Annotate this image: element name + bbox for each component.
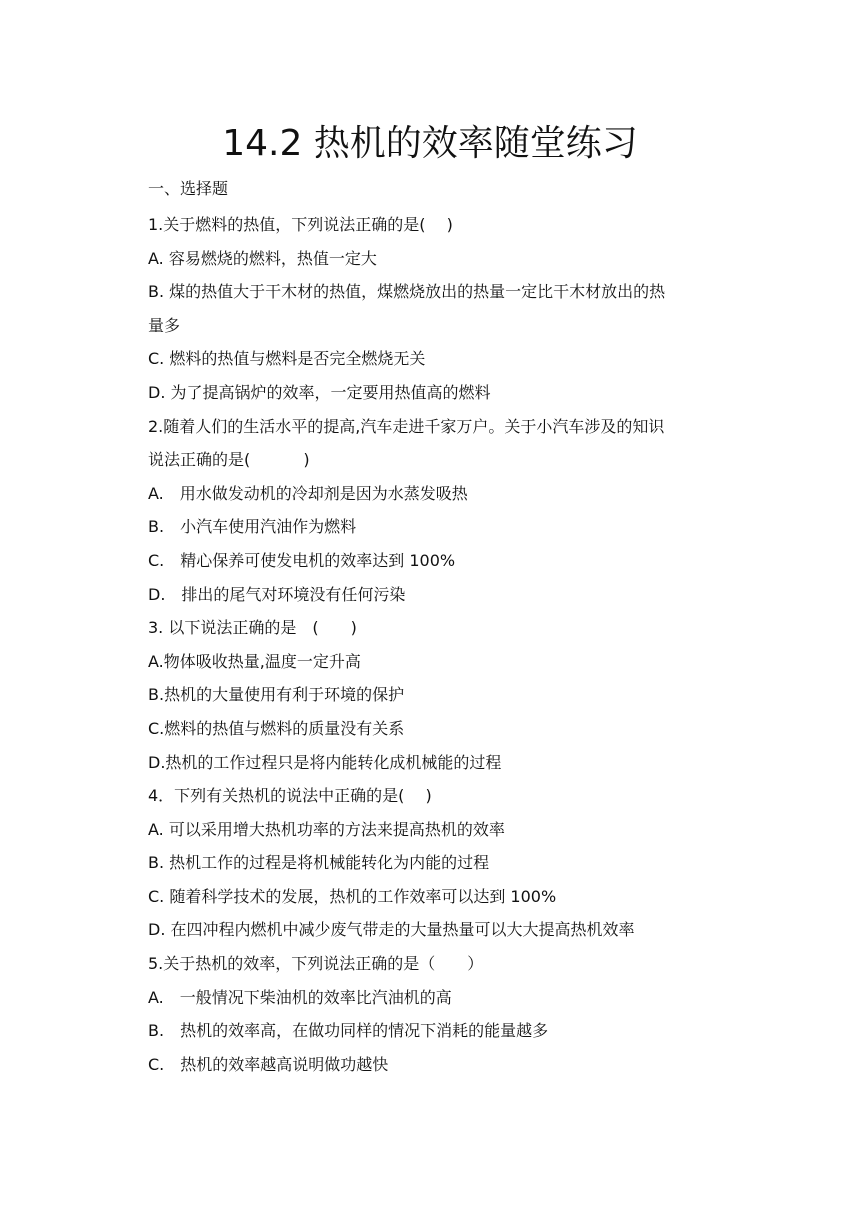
text-line: B. 热机的效率高，在做功同样的情况下消耗的能量越多 xyxy=(148,1021,549,1041)
text-line: C. 随着科学技术的发展，热机的工作效率可以达到 100% xyxy=(148,886,557,906)
text-line: 说法正确的是( ) xyxy=(148,450,310,470)
text-line: B. 热机工作的过程是将机械能转化为内能的过程 xyxy=(148,853,490,873)
text-line: A. 一般情况下柴油机的效率比汽油机的高 xyxy=(148,987,452,1007)
text-line: B. 煤的热值大于干木材的热值，煤燃烧放出的热量一定比干木材放出的热 xyxy=(148,282,666,302)
text-line: B.热机的大量使用有利于环境的保护 xyxy=(148,685,405,705)
document-title: 14.2 热机的效率随堂练习 xyxy=(222,123,638,164)
text-line: 1.关于燃料的热值，下列说法正确的是( ) xyxy=(148,215,453,234)
text-line: 3. 以下说法正确的是 ( ) xyxy=(148,618,357,638)
text-line: D. 在四冲程内燃机中减少废气带走的大量热量可以大大提高热机效率 xyxy=(148,920,635,940)
text-line: A. 用水做发动机的冷却剂是因为水蒸发吸热 xyxy=(148,483,468,503)
text-line: 量多 xyxy=(148,315,181,335)
section-heading: 一、选择题 xyxy=(148,179,229,198)
text-line: 4．下列有关热机的说法中正确的是( ) xyxy=(148,786,432,806)
text-line: C. 燃料的热值与燃料是否完全燃烧无关 xyxy=(148,349,426,369)
text-line: D.热机的工作过程只是将内能转化成机械能的过程 xyxy=(148,752,502,772)
text-line: C.燃料的热值与燃料的质量没有关系 xyxy=(148,718,405,738)
text-line: 2.随着人们的生活水平的提高,汽车走进千家万户。关于小汽车涉及的知识 xyxy=(148,416,665,436)
text-line: D. 排出的尾气对环境没有任何污染 xyxy=(148,584,406,604)
text-line: B. 小汽车使用汽油作为燃料 xyxy=(148,517,357,537)
text-line: 5.关于热机的效率，下列说法正确的是（ ） xyxy=(148,954,484,974)
question-list xyxy=(148,208,728,1081)
text-line: A.物体吸收热量,温度一定升高 xyxy=(148,651,361,671)
text-line: C. 热机的效率越高说明做功越快 xyxy=(148,1054,389,1074)
text-line: A. 可以采用增大热机功率的方法来提高热机的效率 xyxy=(148,819,505,839)
text-line: C. 精心保养可使发电机的效率达到 100% xyxy=(148,550,456,570)
text-line: A. 容易燃烧的燃料，热值一定大 xyxy=(148,248,377,268)
text-line: D. 为了提高锅炉的效率，一定要用热值高的燃料 xyxy=(148,382,491,402)
